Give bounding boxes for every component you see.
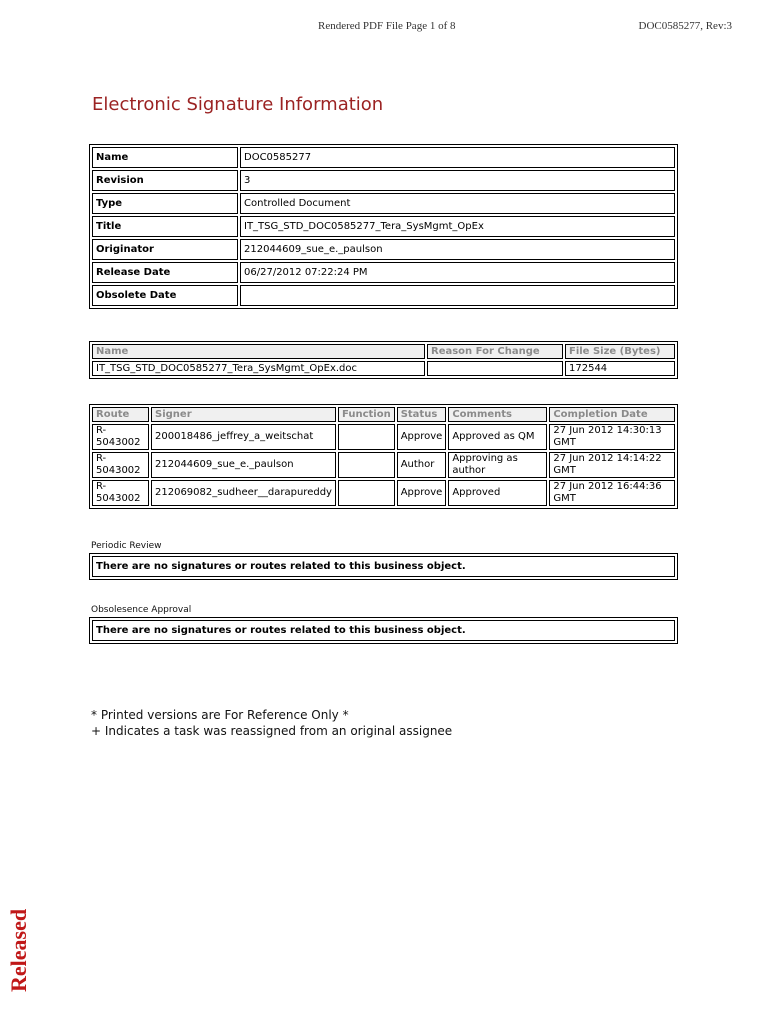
file-table-header [92, 344, 675, 359]
comments-cell: Approved as QM [448, 424, 547, 450]
reason-cell [427, 361, 563, 376]
status-cell: Author [397, 452, 447, 478]
metadata-label: Obsolete Date [92, 285, 238, 306]
obsolesence-approval-label: Obsolesence Approval [91, 605, 192, 615]
metadata-row-title [92, 216, 675, 237]
table-row [92, 424, 675, 450]
metadata-label: Revision [92, 170, 238, 191]
metadata-label: Release Date [92, 262, 238, 283]
page-header-doc-id: DOC0585277, Rev:3 [638, 20, 732, 32]
signer-cell: 200018486_jeffrey_a_weitschat [151, 424, 336, 450]
function-cell [338, 424, 395, 450]
function-cell [338, 452, 395, 478]
metadata-value: 212044609_sue_e._paulson [240, 239, 675, 260]
signer-cell: 212044609_sue_e._paulson [151, 452, 336, 478]
status-cell: Approve [397, 480, 447, 506]
metadata-row-originator [92, 239, 675, 260]
table-row [92, 361, 675, 376]
routes-table-header [92, 407, 675, 422]
file-size-cell: 172544 [565, 361, 675, 376]
column-header: Signer [151, 407, 336, 422]
metadata-label: Title [92, 216, 238, 237]
metadata-value: 3 [240, 170, 675, 191]
metadata-label: Name [92, 147, 238, 168]
metadata-value: IT_TSG_STD_DOC0585277_Tera_SysMgmt_OpEx [240, 216, 675, 237]
signature-routes-table [89, 404, 678, 509]
column-header: Function [338, 407, 395, 422]
metadata-label: Type [92, 193, 238, 214]
route-cell: R-5043002 [92, 480, 149, 506]
column-header: Status [397, 407, 447, 422]
table-row [92, 480, 675, 506]
metadata-value: DOC0585277 [240, 147, 675, 168]
metadata-row-revision [92, 170, 675, 191]
column-header: Reason For Change [427, 344, 563, 359]
column-header: Route [92, 407, 149, 422]
function-cell [338, 480, 395, 506]
metadata-label: Originator [92, 239, 238, 260]
table-row [92, 452, 675, 478]
page-header-center: Rendered PDF File Page 1 of 8 [318, 20, 456, 32]
metadata-value: 06/27/2012 07:22:24 PM [240, 262, 675, 283]
released-stamp: Released [6, 908, 31, 992]
periodic-review-table [89, 553, 678, 580]
reassignment-note: + Indicates a task was reassigned from an original assignee [91, 724, 453, 738]
file-table [89, 341, 678, 379]
route-cell: R-5043002 [92, 452, 149, 478]
column-header: Completion Date [549, 407, 675, 422]
reference-only-note: * Printed versions are For Reference Only * [91, 708, 349, 722]
file-name-cell: IT_TSG_STD_DOC0585277_Tera_SysMgmt_OpEx.doc [92, 361, 425, 376]
metadata-row-type [92, 193, 675, 214]
document-metadata-table [89, 144, 678, 309]
column-header: Comments [448, 407, 547, 422]
signer-cell: 212069082_sudheer__darapureddy [151, 480, 336, 506]
metadata-row-name [92, 147, 675, 168]
route-cell: R-5043002 [92, 424, 149, 450]
metadata-row-obsolete-date [92, 285, 675, 306]
page-title: Electronic Signature Information [92, 94, 384, 115]
periodic-review-label: Periodic Review [91, 541, 162, 551]
metadata-row-release-date [92, 262, 675, 283]
obsolesence-approval-message: There are no signatures or routes related to this business object. [92, 620, 675, 641]
obsolesence-approval-table [89, 617, 678, 644]
comments-cell: Approving as author [448, 452, 547, 478]
periodic-review-message: There are no signatures or routes related to this business object. [92, 556, 675, 577]
completion-date-cell: 27 Jun 2012 16:44:36 GMT [549, 480, 675, 506]
status-cell: Approve [397, 424, 447, 450]
completion-date-cell: 27 Jun 2012 14:14:22 GMT [549, 452, 675, 478]
metadata-value: Controlled Document [240, 193, 675, 214]
column-header: Name [92, 344, 425, 359]
comments-cell: Approved [448, 480, 547, 506]
column-header: File Size (Bytes) [565, 344, 675, 359]
completion-date-cell: 27 Jun 2012 14:30:13 GMT [549, 424, 675, 450]
metadata-value [240, 285, 675, 306]
